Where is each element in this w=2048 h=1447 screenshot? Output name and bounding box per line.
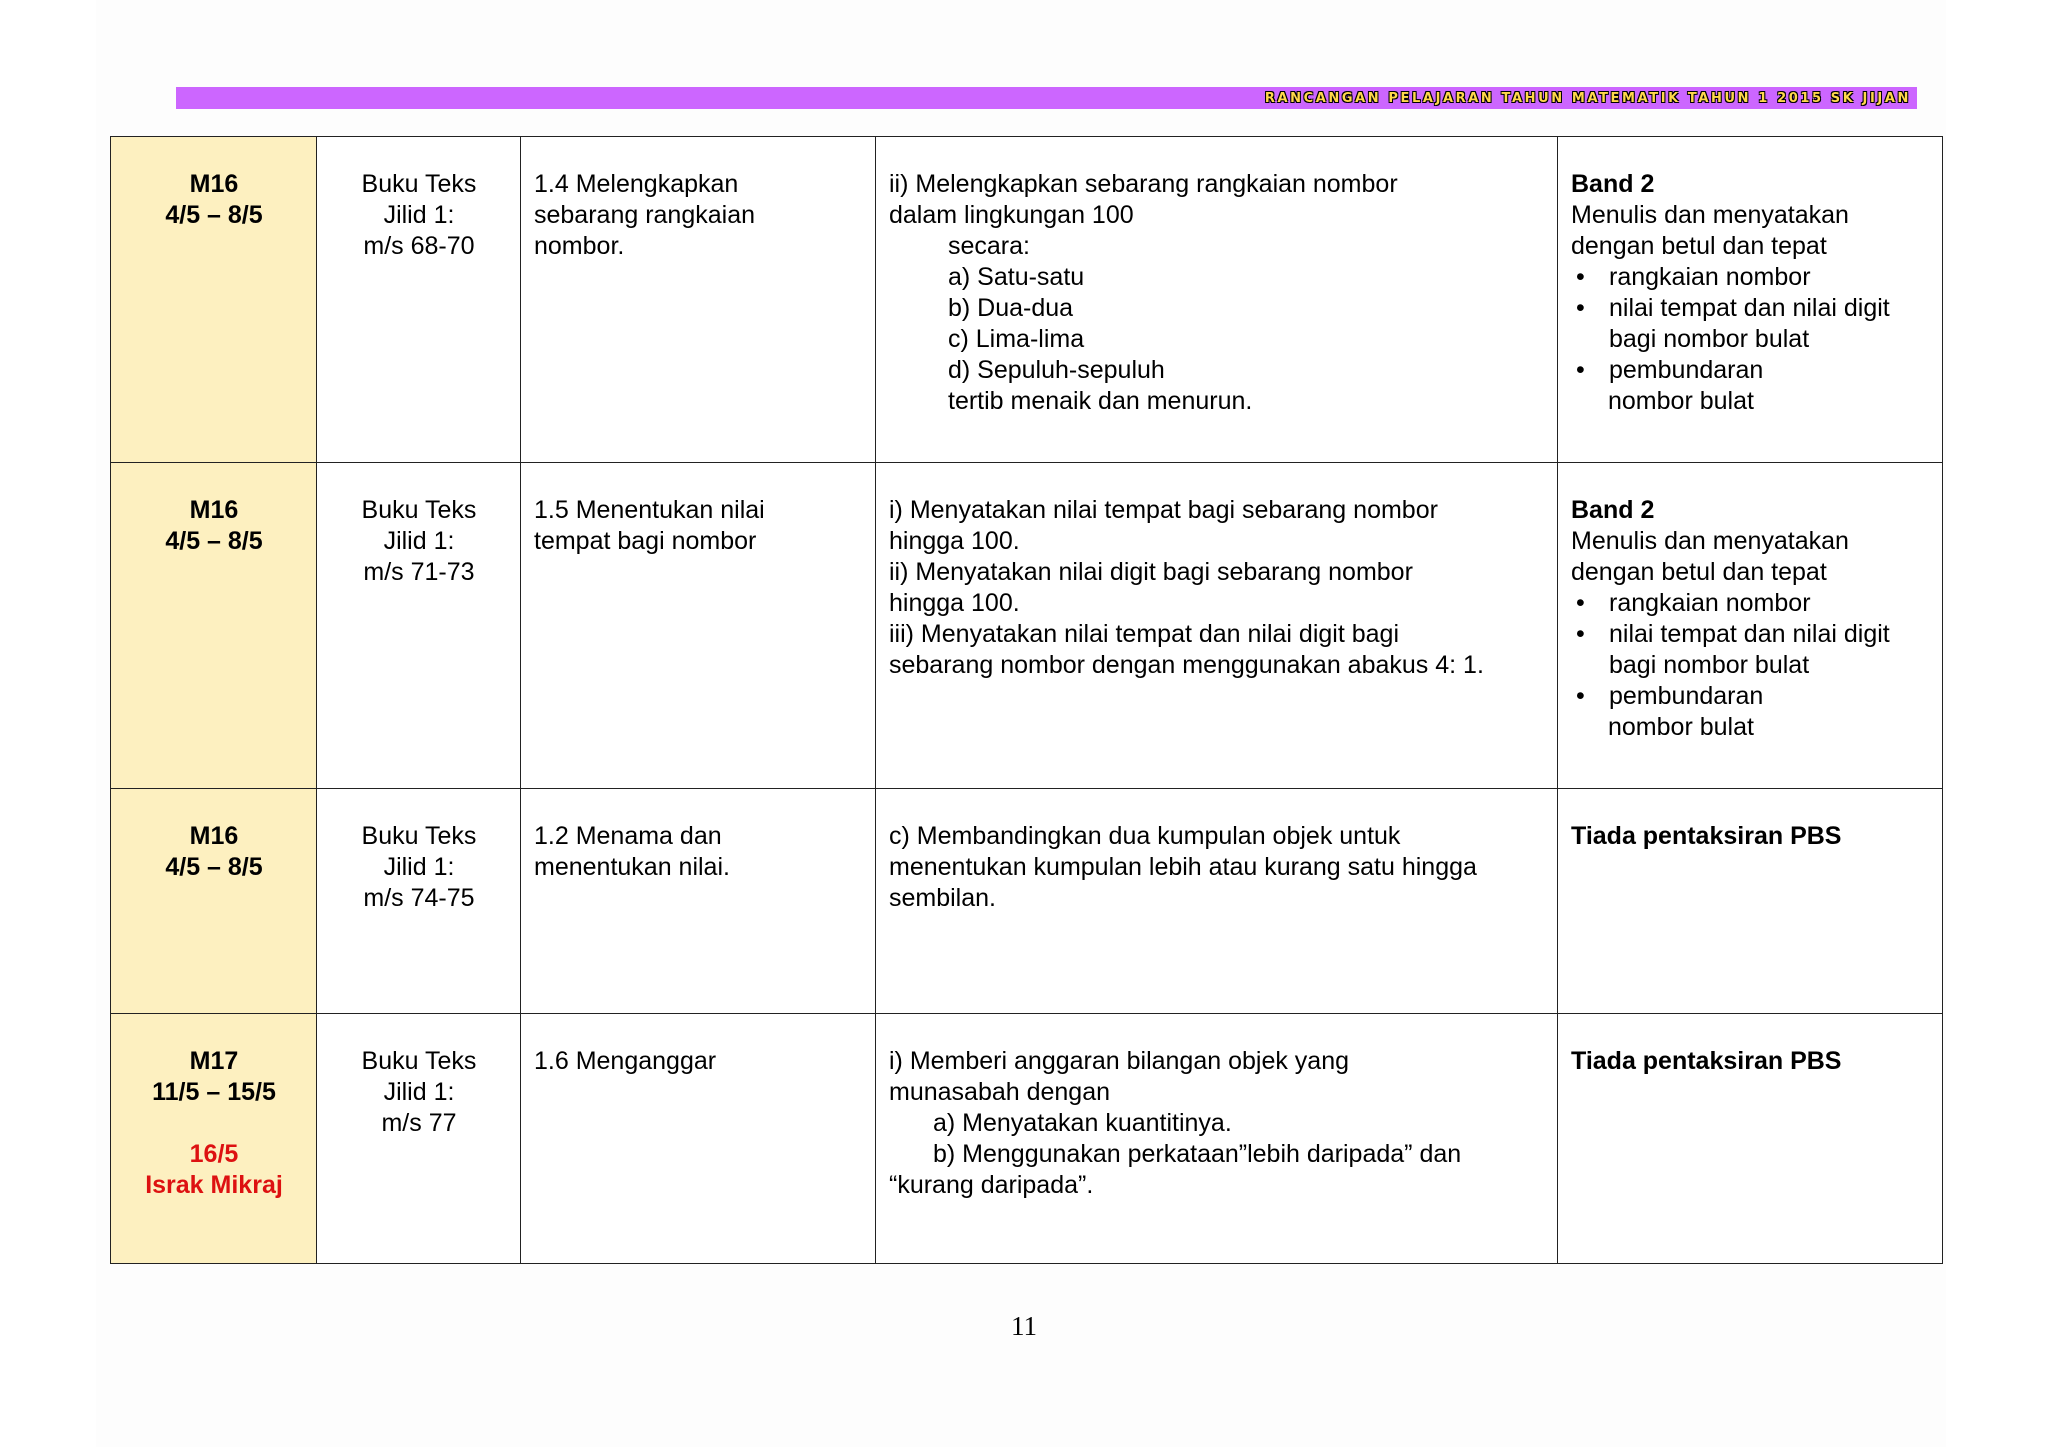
objectives-cell [876, 137, 1558, 463]
band-title: Band 2 [1571, 170, 1655, 198]
assessment-cell [1558, 789, 1943, 1014]
band-description: Menulis dan menyatakan [1571, 527, 1849, 555]
holiday-note [124, 1139, 304, 1201]
table-row [111, 789, 1943, 1014]
no-assessment-label: Tiada pentaksiran PBS [1571, 1047, 1842, 1075]
objective-line: b) Dua-dua [948, 294, 1074, 322]
band-description: Menulis dan menyatakan [1571, 201, 1849, 229]
reference-line: m/s 77 [381, 1109, 457, 1137]
band-criterion: • rangkaian nombor [1571, 588, 1930, 619]
skill-line: 1.4 Melengkapkan [534, 170, 739, 198]
week-dates: 11/5 – 15/5 [152, 1078, 276, 1106]
objective-line: menentukan kumpulan lebih atau kurang satu hingga [889, 853, 1477, 881]
skill-cell [521, 789, 876, 1014]
objective-line: b) Menggunakan perkataan”lebih daripada” dan [933, 1140, 1462, 1168]
holiday-name: Israk Mikraj [145, 1171, 283, 1199]
objective-line: ii) Melengkapkan sebarang rangkaian nombor [889, 170, 1398, 198]
week-dates: 4/5 – 8/5 [165, 527, 263, 555]
table-row [111, 1014, 1943, 1264]
table-row [111, 137, 1943, 463]
objective-line: a) Satu-satu [948, 263, 1085, 291]
week-cell [111, 789, 317, 1014]
reference-cell [317, 789, 521, 1014]
reference-line: m/s 68-70 [363, 232, 475, 260]
week-code: M17 [189, 1047, 239, 1075]
objectives-cell [876, 1014, 1558, 1264]
page-number: 11 [1011, 1311, 1037, 1341]
objective-line: i) Menyatakan nilai tempat bagi sebarang nombor [889, 496, 1438, 524]
band-criterion: • rangkaian nombor [1571, 262, 1930, 293]
assessment-cell [1558, 137, 1943, 463]
reference-cell [317, 137, 521, 463]
objective-line: sembilan. [889, 884, 996, 912]
band-description: dengan betul dan tepat [1571, 232, 1827, 260]
band-criteria-list [1571, 262, 1930, 386]
reference-line: Buku Teks [361, 496, 477, 524]
objective-line: c) Membandingkan dua kumpulan objek untuk [889, 822, 1401, 850]
objective-line: d) Sepuluh-sepuluh [948, 356, 1165, 384]
reference-line: Jilid 1: [383, 527, 455, 555]
objective-line: sebarang nombor dengan menggunakan abakus 4: 1. [889, 651, 1484, 679]
reference-cell [317, 1014, 521, 1264]
skill-line: sebarang rangkaian [534, 201, 755, 229]
week-dates: 4/5 – 8/5 [165, 201, 263, 229]
assessment-cell [1558, 463, 1943, 789]
skill-cell [521, 1014, 876, 1264]
objective-line: iii) Menyatakan nilai tempat dan nilai digit bagi [889, 620, 1400, 648]
band-criterion-continuation: nombor bulat [1608, 387, 1754, 415]
objective-line: c) Lima-lima [948, 325, 1085, 353]
header-title: RANCANGAN PELAJARAN TAHUN MATEMATIK TAHUN 1 2015 SK JIJAN [1264, 90, 1911, 106]
week-cell [111, 137, 317, 463]
skill-line: 1.2 Menama dan [534, 822, 722, 850]
no-assessment-label: Tiada pentaksiran PBS [1571, 822, 1842, 850]
skill-line: 1.6 Menganggar [534, 1047, 717, 1075]
objective-line: i) Memberi anggaran bilangan objek yang [889, 1047, 1350, 1075]
reference-line: Jilid 1: [383, 1078, 455, 1106]
skill-line: menentukan nilai. [534, 853, 730, 881]
objective-line: secara: [948, 232, 1030, 260]
reference-line: m/s 74-75 [363, 884, 475, 912]
reference-line: Buku Teks [361, 1047, 477, 1075]
skill-line: nombor. [534, 232, 625, 260]
band-criterion-continuation: nombor bulat [1608, 713, 1754, 741]
objectives-cell [876, 789, 1558, 1014]
band-criterion: • nilai tempat dan nilai digit bagi nombor bulat [1571, 293, 1930, 355]
week-cell [111, 1014, 317, 1264]
objective-line: “kurang daripada”. [889, 1171, 1094, 1199]
objective-line: a) Menyatakan kuantitinya. [933, 1109, 1232, 1137]
reference-line: m/s 71-73 [363, 558, 475, 586]
band-criterion: • pembundaran [1571, 681, 1930, 712]
objective-line: hingga 100. [889, 589, 1020, 617]
objectives-cell [876, 463, 1558, 789]
skill-line: tempat bagi nombor [534, 527, 757, 555]
band-criterion: • pembundaran [1571, 355, 1930, 386]
band-description: dengan betul dan tepat [1571, 558, 1827, 586]
table-row [111, 463, 1943, 789]
band-title: Band 2 [1571, 496, 1655, 524]
skill-cell [521, 463, 876, 789]
skill-cell [521, 137, 876, 463]
week-code: M16 [189, 496, 239, 524]
week-code: M16 [189, 822, 239, 850]
objective-line: hingga 100. [889, 527, 1020, 555]
reference-cell [317, 463, 521, 789]
header-bar [176, 87, 1917, 109]
assessment-cell [1558, 1014, 1943, 1264]
reference-line: Buku Teks [361, 822, 477, 850]
lesson-plan-table [110, 136, 1943, 1264]
reference-line: Jilid 1: [383, 853, 455, 881]
band-criteria-list [1571, 588, 1930, 712]
objective-line: tertib menaik dan menurun. [948, 387, 1253, 415]
week-code: M16 [189, 170, 239, 198]
holiday-date: 16/5 [189, 1140, 239, 1168]
objective-line: ii) Menyatakan nilai digit bagi sebarang nombor [889, 558, 1413, 586]
reference-line: Jilid 1: [383, 201, 455, 229]
reference-line: Buku Teks [361, 170, 477, 198]
skill-line: 1.5 Menentukan nilai [534, 496, 765, 524]
band-criterion: • nilai tempat dan nilai digit bagi nombor bulat [1571, 619, 1930, 681]
week-cell [111, 463, 317, 789]
week-dates: 4/5 – 8/5 [165, 853, 263, 881]
objective-line: dalam lingkungan 100 [889, 201, 1134, 229]
objective-line: munasabah dengan [889, 1078, 1111, 1106]
